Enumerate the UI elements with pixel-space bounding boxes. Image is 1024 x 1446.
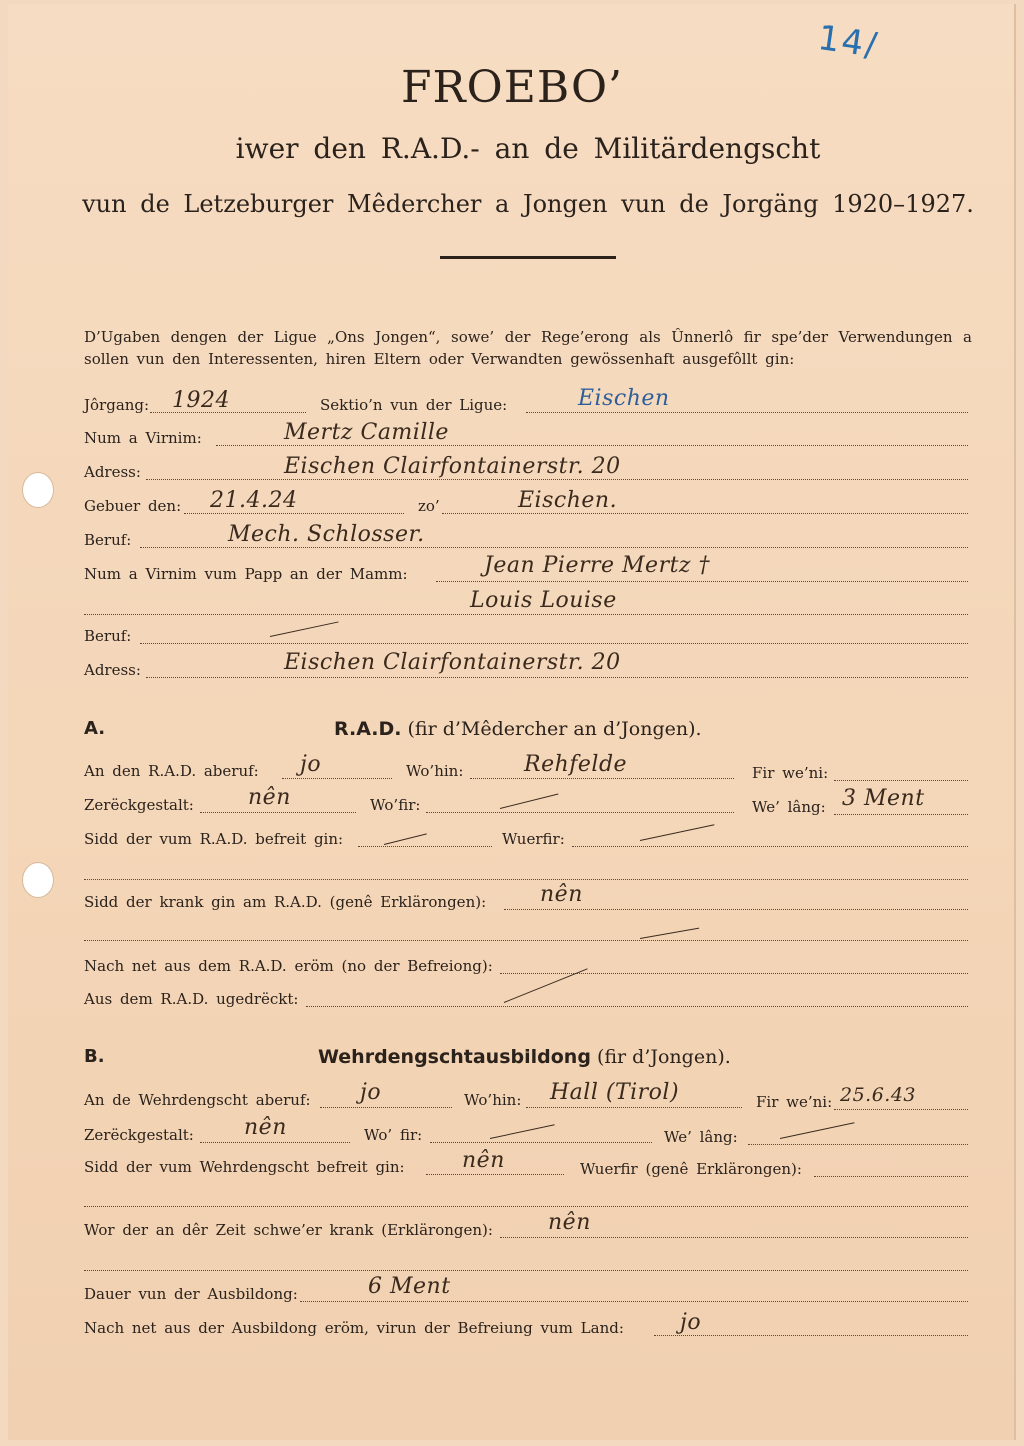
rad-wuerfir-label: Wuerfir: [502,830,565,848]
zo-field[interactable]: Eischen. [518,488,618,513]
beruf-label: Beruf: [84,531,132,549]
wehr-welang-line [748,1144,968,1145]
corner-number: 14/ [815,17,882,67]
rad-nonet-label: Nach net aus dem R.A.D. eröm (no der Befreiong): [84,957,493,975]
rad-firweni-line [834,780,968,781]
wehr-aberuf-line [320,1107,452,1108]
wehr-firweni-label: Fir we’ni: [756,1093,833,1111]
gebuer-label: Gebuer den: [84,497,182,515]
eltern-field-2[interactable]: Louis Louise [470,588,617,613]
wehr-firweni-line [834,1109,968,1110]
rad-welang-field[interactable]: 3 Ment [842,786,925,811]
rad-wohin-line [470,778,734,779]
jorgang-label: Jôrgang: [84,396,150,414]
eltern-label: Num a Virnim vum Papp an der Mamm: [84,565,408,583]
rad-befreit-label: Sidd der vum R.A.D. befreit gin: [84,830,344,848]
sektion-label: Sektio’n vun der Ligue: [320,396,508,414]
wehr-schweer-line-2 [84,1270,968,1271]
num-field[interactable]: Mertz Camille [284,420,449,445]
subtitle-line-2: vun de Letzeburger Mêdercher a Jongen vun de Jorgäng 1920–1927. [82,190,974,218]
wehr-schweer-label: Wor der an dêr Zeit schwe’er krank (Erklärongen): [84,1221,493,1239]
wehr-aberuf-label: An de Wehrdengscht aberuf: [84,1091,311,1109]
wehr-zereck-label: Zerëckgestalt: [84,1126,194,1144]
adress-field[interactable]: Eischen Clairfontainerstr. 20 [284,454,621,479]
rad-wohin-field[interactable]: Rehfelde [524,752,628,777]
eltern-line [436,581,968,582]
punch-hole [22,472,54,508]
intro-text: D’Ugaben dengen der Ligue „Ons Jongen“, sowe’ der Rege’erong als Ûnnerlô fir spe’der Verwendungen a sollen vun den Interessenten, hiren Eltern oder Verwandten gewössenhaft ausgefôllt gin: [84,328,972,368]
wehr-dauer-label: Dauer vun der Ausbildong: [84,1285,298,1303]
wehr-zereck-line [200,1142,350,1143]
rad-aberuf-line [282,778,392,779]
wehr-dauer-field[interactable]: 6 Ment [368,1274,451,1299]
wehr-befreit-line [426,1174,564,1175]
rad-krank-label: Sidd der krank gin am R.A.D. (genê Erklärongen): [84,893,487,911]
num-label: Num a Virnim: [84,429,202,447]
eltern-field-1[interactable]: Jean Pierre Mertz † [484,553,711,578]
punch-hole [22,862,54,898]
zo-label: zo’ [418,497,440,515]
eltern-adress-field[interactable]: Eischen Clairfontainerstr. 20 [284,650,621,675]
rad-firweni-label: Fir we’ni: [752,764,829,782]
wehr-welang-label: We’ lâng: [664,1128,738,1146]
jorgang-field[interactable]: 1924 [172,388,230,413]
wehr-befreit-field[interactable]: nên [462,1148,505,1173]
rad-ugedreckt-label: Aus dem R.A.D. ugedrëckt: [84,990,299,1008]
section-b-letter: B. [84,1046,105,1067]
wehr-aberuf-field[interactable]: jo [360,1080,382,1105]
eltern-adress-label: Adress: [84,661,141,679]
wehr-schweer-field[interactable]: nên [548,1210,591,1235]
wehr-schweer-line [500,1237,968,1238]
wehr-wohin-line [526,1107,742,1108]
section-a-letter: A. [84,718,106,739]
beruf-field[interactable]: Mech. Schlosser. [228,522,425,547]
rad-krank-line-2 [84,940,968,941]
num-line [216,445,968,446]
wehr-nonet-line [654,1335,968,1336]
rad-krank-field[interactable]: nên [540,882,583,907]
adress-line [146,479,968,480]
wehr-befreit-label: Sidd der vum Wehrdengscht befreit gin: [84,1158,405,1176]
eltern-beruf-line [140,643,968,644]
sektion-field[interactable]: Eischen [578,386,670,411]
rad-zereck-line [200,812,356,813]
rad-krank-line [504,909,968,910]
eltern-beruf-label: Beruf: [84,627,132,645]
rad-welang-label: We’ lâng: [752,798,826,816]
wehr-firweni-field[interactable]: 25.6.43 [840,1084,917,1106]
rad-ugedreckt-line [306,1006,968,1007]
rad-zereck-field[interactable]: nên [248,785,291,810]
wehr-wuerfir-line [814,1176,968,1177]
section-a-title: R.A.D. (fir d’Mêdercher an d’Jongen). [334,718,702,740]
wehr-nonet-field[interactable]: jo [680,1310,702,1335]
wehr-wohin-field[interactable]: Hall (Tirol) [550,1080,680,1105]
subtitle-line-1: iwer den R.A.D.- an de Militärdengscht [235,132,821,165]
wehr-zereck-field[interactable]: nên [244,1115,287,1140]
wehr-nonet-label: Nach net aus der Ausbildong eröm, virun der Befreiung vum Land: [84,1319,624,1337]
page-title: FROEBO’ [400,62,624,113]
wehr-wuerfir-label: Wuerfir (genê Erklärongen): [580,1160,802,1178]
rad-wofir-label: Wo’fir: [370,796,421,814]
adress-label: Adress: [84,463,141,481]
rad-aberuf-field[interactable]: jo [300,752,322,777]
section-b-title: Wehrdengschtausbildong (fir d’Jongen). [318,1046,731,1068]
title-divider [440,256,616,259]
rad-aberuf-label: An den R.A.D. aberuf: [84,762,259,780]
sektion-line [526,412,968,413]
rad-befreit-line [358,846,492,847]
wehr-wofir-line [430,1142,652,1143]
wehr-wofir-label: Wo’ fir: [364,1126,423,1144]
wehr-wuerfir-line-2 [84,1206,968,1207]
wehr-dauer-line [300,1301,968,1302]
rad-wofir-line [426,812,734,813]
rad-wuerfir-line [572,846,968,847]
rad-zereck-label: Zerëckgestalt: [84,796,194,814]
zo-line [442,513,968,514]
wehr-wohin-label: Wo’hin: [464,1091,522,1109]
gebuer-line [184,513,404,514]
eltern-adress-line [146,677,968,678]
rad-wuerfir-line-2 [84,879,968,880]
gebuer-field[interactable]: 21.4.24 [210,488,298,513]
beruf-line [140,547,968,548]
rad-wohin-label: Wo’hin: [406,762,464,780]
rad-welang-line [834,814,968,815]
eltern-line-2 [84,614,968,615]
